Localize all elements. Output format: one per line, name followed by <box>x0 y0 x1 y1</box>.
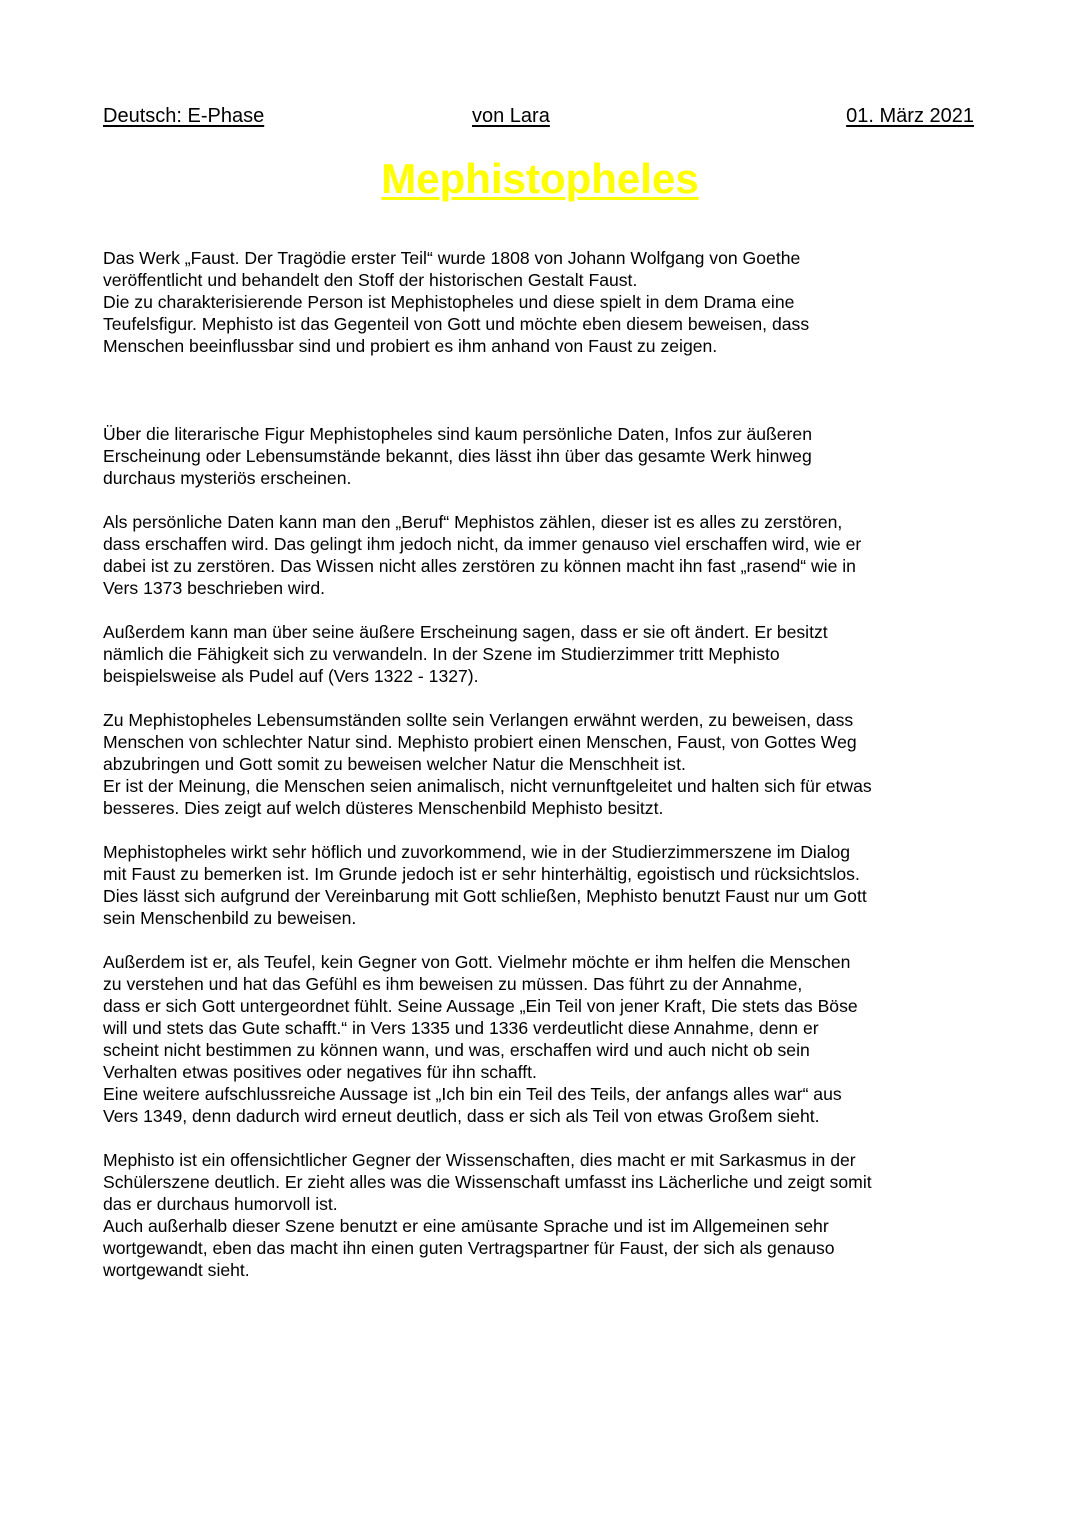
paragraph <box>103 709 983 819</box>
text-line: Menschen von schlechter Natur sind. Mephisto probiert einen Menschen, Faust, von Gottes Weg <box>103 732 857 752</box>
page-header <box>103 103 974 129</box>
text-line: Verhalten etwas positives oder negatives für ihn schafft. <box>103 1062 537 1082</box>
text-line: zu verstehen und hat das Gefühl es ihm beweisen zu müssen. Das führt zu der Annahme, <box>103 974 803 994</box>
text-line: Schülerszene deutlich. Er zieht alles was die Wissenschaft umfasst ins Lächerliche und zeigt somit <box>103 1172 872 1192</box>
text-line: Er ist der Meinung, die Menschen seien animalisch, nicht vernunftgeleitet und halten sich für etwas <box>103 776 872 796</box>
text-line: scheint nicht bestimmen zu können wann, und was, erschaffen wird und auch nicht ob sein <box>103 1040 810 1060</box>
text-line: Als persönliche Daten kann man den „Beruf“ Mephistos zählen, dieser ist es alles zu zerstören, <box>103 512 843 532</box>
paragraph <box>103 841 983 929</box>
text-line: durchaus mysteriös erscheinen. <box>103 468 352 488</box>
text-line: sein Menschenbild zu beweisen. <box>103 908 357 928</box>
text-line: Das Werk „Faust. Der Tragödie erster Teil“ wurde 1808 von Johann Wolfgang von Goethe <box>103 248 801 268</box>
text-line: Auch außerhalb dieser Szene benutzt er eine amüsante Sprache und ist im Allgemeinen sehr <box>103 1216 829 1236</box>
spacer <box>103 819 983 841</box>
text-line: dass erschaffen wird. Das gelingt ihm jedoch nicht, da immer genauso viel erschaffen wird, wie er <box>103 534 862 554</box>
paragraph <box>103 1149 983 1281</box>
text-line: beispielsweise als Pudel auf (Vers 1322 - 1327). <box>103 666 479 686</box>
text-line: Dies lässt sich aufgrund der Vereinbarung mit Gott schließen, Mephisto benutzt Faust nur um Gott <box>103 886 867 906</box>
paragraph <box>103 511 983 599</box>
document-body <box>103 247 983 1281</box>
text-line: will und stets das Gute schafft.“ in Vers 1335 und 1336 verdeutlicht diese Annahme, denn er <box>103 1018 819 1038</box>
text-line: nämlich die Fähigkeit sich zu verwandeln. In der Szene im Studierzimmer tritt Mephisto <box>103 644 780 664</box>
spacer <box>103 1127 983 1149</box>
text-line: wortgewandt sieht. <box>103 1260 250 1280</box>
text-line: Vers 1373 beschrieben wird. <box>103 578 326 598</box>
text-line: Außerdem kann man über seine äußere Erscheinung sagen, dass er sie oft ändert. Er besitzt <box>103 622 828 642</box>
text-line: dabei ist zu zerstören. Das Wissen nicht alles zerstören zu können macht ihn fast „rasend“ wie in <box>103 556 856 576</box>
text-line: besseres. Dies zeigt auf welch düsteres Menschenbild Mephisto besitzt. <box>103 798 664 818</box>
header-author: von Lara <box>472 105 550 127</box>
text-line: Die zu charakterisierende Person ist Mephistopheles und diese spielt in dem Drama eine <box>103 292 795 312</box>
text-line: Außerdem ist er, als Teufel, kein Gegner von Gott. Vielmehr möchte er ihm helfen die Menschen <box>103 952 851 972</box>
text-line: abzubringen und Gott somit zu beweisen welcher Natur die Menschheit ist. <box>103 754 686 774</box>
text-line: mit Faust zu bemerken ist. Im Grunde jedoch ist er sehr hinterhältig, egoistisch und rücksichtslos. <box>103 864 860 884</box>
text-line: dass er sich Gott untergeordnet fühlt. Seine Aussage „Ein Teil von jener Kraft, Die stets das Böse <box>103 996 858 1016</box>
text-line: veröffentlicht und behandelt den Stoff der historischen Gestalt Faust. <box>103 270 638 290</box>
paragraph <box>103 951 983 1127</box>
text-line: wortgewandt, eben das macht ihn einen guten Vertragspartner für Faust, der sich als genauso <box>103 1238 835 1258</box>
text-line: Mephistopheles wirkt sehr höflich und zuvorkommend, wie in der Studierzimmerszene im Dialog <box>103 842 851 862</box>
text-line: Vers 1349, denn dadurch wird erneut deutlich, dass er sich als Teil von etwas Großem sieht. <box>103 1106 820 1126</box>
spacer <box>103 489 983 511</box>
text-line: Menschen beeinflussbar sind und probiert es ihm anhand von Faust zu zeigen. <box>103 336 718 356</box>
paragraph <box>103 423 983 489</box>
text-line: Über die literarische Figur Mephistopheles sind kaum persönliche Daten, Infos zur äußeren <box>103 424 812 444</box>
text-line: Zu Mephistopheles Lebensumständen sollte sein Verlangen erwähnt werden, zu beweisen, dass <box>103 710 854 730</box>
paragraph <box>103 621 983 687</box>
text-line: Erscheinung oder Lebensumstände bekannt, dies lässt ihn über das gesamte Werk hinweg <box>103 446 812 466</box>
paragraph-intro <box>103 247 983 357</box>
spacer <box>103 357 983 423</box>
header-date: 01. März 2021 <box>846 105 974 127</box>
text-line: Eine weitere aufschlussreiche Aussage ist „Ich bin ein Teil des Teils, der anfangs alles war“ aus <box>103 1084 842 1104</box>
spacer <box>103 687 983 709</box>
text-line: Mephisto ist ein offensichtlicher Gegner der Wissenschaften, dies macht er mit Sarkasmus in der <box>103 1150 856 1170</box>
spacer <box>103 599 983 621</box>
text-line: Teufelsfigur. Mephisto ist das Gegenteil von Gott und möchte eben diesem beweisen, dass <box>103 314 810 334</box>
spacer <box>103 929 983 951</box>
text-line: das er durchaus humorvoll ist. <box>103 1194 338 1214</box>
header-subject: Deutsch: E-Phase <box>103 105 265 127</box>
document-title: Mephistopheles <box>381 155 699 202</box>
